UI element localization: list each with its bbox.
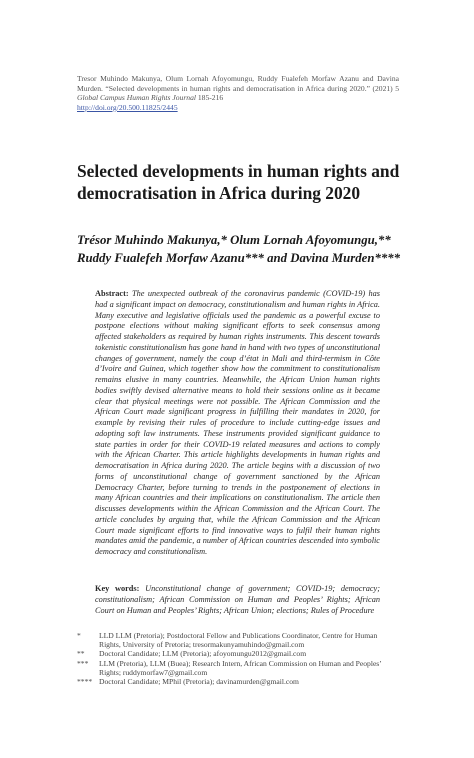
footnote-mark: *** [77,658,89,668]
author-list [77,231,417,267]
footnote-text: LLD LLM (Pretoria); Postdoctoral Fellow and Publications Coordinator, Centre for Human Rights, University of Pretoria; tresormakunyamuhindo@gmail.com [99,631,378,650]
article-title: Selected developments in human rights and democratisation in Africa during 2020 [77,161,400,203]
abstract-label: Abstract: [95,289,129,298]
footnotes [77,631,399,686]
author-line-2: Ruddy Fualefeh Morfaw Azanu*** and Davina Murden**** [77,251,401,265]
citation-text: Tresor Muhindo Makunya, Olum Lornah Afoyomungu, Ruddy Fualefeh Morfaw Azanu and Davina Murden. “Selected developments in human rights and democratisation in Africa during 2020.” (2021) 5 [77,74,399,93]
keywords-label: Key words: [95,584,140,593]
citation-pages: 185-216 [195,93,224,103]
keywords-text: Unconstitutional change of government; COVID-19; democracy; constitutionalism; African Commission on Human and Peoples’ Rights; African Court on Human and Peoples’ Rights; African Union; elections; Rules of Procedure [95,584,380,615]
footnote-mark: **** [77,677,93,687]
abstract [95,289,380,558]
keywords [95,584,380,616]
footnote-text: Doctoral Candidate; MPhil (Pretoria); davinamurden@gmail.com [99,677,299,687]
footnote-text: Doctoral Candidate; LLM (Pretoria); afoyomungu2012@gmail.com [99,649,307,659]
citation-journal: Global Campus Human Rights Journal [77,93,196,103]
footnote-mark: * [77,631,81,640]
doi-link[interactable]: http://doi.org/20.500.11825/2445 [77,102,178,112]
footnote-mark: ** [77,649,85,659]
footnote [77,631,399,649]
footnote [77,677,399,686]
footnote-text: LLM (Pretoria), LLM (Buea); Research Intern, African Commission on Human and Peoples’ Rights; ruddymorfaw7@gmail.com [99,658,382,677]
citation-block [77,74,399,112]
footnote [77,659,399,677]
footnote [77,649,399,658]
abstract-text: The unexpected outbreak of the coronavirus pandemic (COVID-19) has had a significant impact on democracy, constitutionalism and human rights in Africa. Many executive and legislative officials used the pandemic as a powerful excuse to postpone elections without making significant efforts to seek consensus among affected stakeholders as required by human rights instruments. This descent towards tokenistic constitutionalism has gone hand in hand with two types of unconstitutional changes of government, namely the coup d’état in Mali and third-termism in Côte d’Ivoire and Guinea, which together show how the commitment to constitutionalism remains elusive in many countries. Meanwhile, the African Union human rights bodies swiftly devised alternative means to hold their sessions online as it became clear that physical meetings were not possible. The African Commission and the African Court made significant progress in fulfilling their mandates in 2020, for example by revising their rules of procedure to include cutting-edge issues and adopting soft law instruments. These instruments provided significant guidance to state parties in order for their COVID-19 related measures and actions to comply with the African Charter. This article highlights developments in human rights and democratisation in Africa during 2020. The article begins with a discussion of two forms of unconstitutional change of government sanctioned by the African Democracy Charter, before turning to trends in the postponement of elections in many African countries and their implications on constitutionalism. The article then discusses developments within the African Commission and the African Court. The article concludes by arguing that, while the African Commission and the African Court made significant efforts to find innovative ways to fulfil their human rights mandates amid the pandemic, a number of African countries descended into symbolic democracy and constitutionalism. [95,289,380,556]
author-line-1: Trésor Muhindo Makunya,* Olum Lornah Afoyomungu,** [77,233,391,247]
